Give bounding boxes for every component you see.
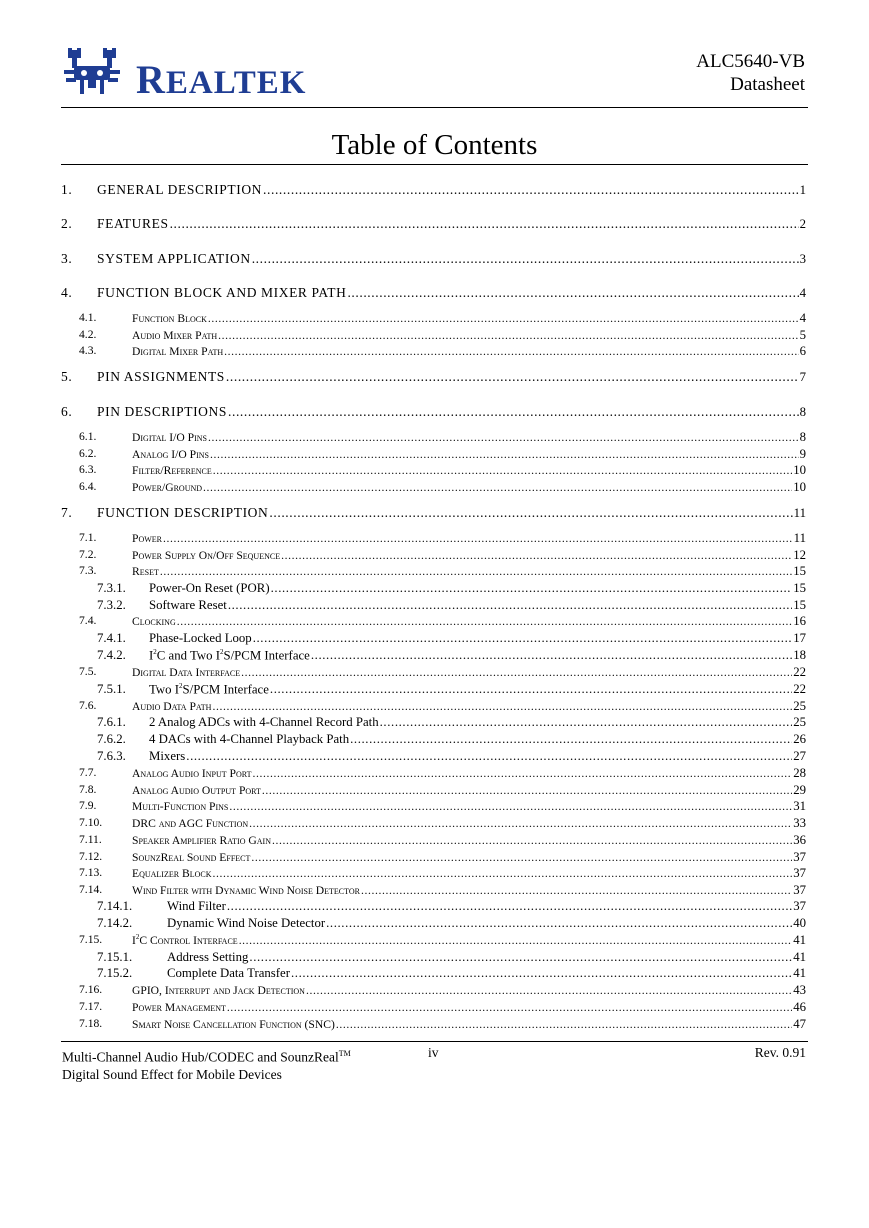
realtek-logo [62,46,307,102]
toc-entry-label-group [132,480,806,495]
toc-entry-title: 2 Analog ADCs with 4-Channel Record Path [149,715,379,729]
toc-leader-dots [203,481,792,494]
toc-entry-label-group [97,182,806,198]
toc-entry-title: Digital Data Interface [132,666,241,679]
toc-leader-dots [262,784,792,797]
toc-entry-title: FUNCTION DESCRIPTION [97,505,269,520]
toc-entry-title: Phase-Locked Loop [149,631,252,645]
toc-entry-label-group [167,899,806,914]
toc-leader-dots [227,899,792,914]
toc-entry-number: 6. [61,404,73,419]
toc-entry-label-group [132,850,806,865]
toc-leader-dots [212,700,792,713]
toc-entry-label-group [132,699,806,714]
realtek-crab-icon [62,46,124,100]
toc-entry-number: 7.15.2. [97,966,133,980]
toc-leader-dots [252,251,799,267]
toc-entry-label-group [132,564,806,579]
toc-entry-title: Address Setting [167,950,249,964]
toc-entry-title: Analog Audio Output Port [132,784,261,797]
toc-leader-dots [208,312,799,325]
toc-entry-title: Power Supply On/Off Sequence [132,549,281,562]
toc-entry-label-group [149,581,806,596]
header-divider [61,107,808,108]
toc-entry-page: 8 [799,430,806,444]
toc-entry-label-group [132,866,806,881]
toc-entry-number: 7.14.2. [97,916,133,930]
toc-leader-dots [249,950,792,965]
toc-entry-page: 12 [793,548,806,562]
toc-entry-title: Smart Noise Cancellation Function (SNC) [132,1018,335,1031]
toc-entry-page: 22 [793,682,806,697]
toc-leader-dots [272,834,792,847]
toc-entry-number: 7.15.1. [97,950,133,964]
toc-leader-dots [306,984,792,997]
toc-entry-number: 7.8. [79,783,97,796]
toc-entry-page: 41 [793,950,806,964]
toc-entry-title: GENERAL DESCRIPTION [97,182,263,197]
toc-entry-title: Equalizer Block [132,867,212,880]
toc-leader-dots [241,666,792,679]
toc-entry-title: SYSTEM APPLICATION [97,251,251,266]
toc-leader-dots [380,715,793,730]
toc-leader-dots [347,285,798,301]
toc-leader-dots [253,767,793,780]
toc-entry-number: 7.3. [79,564,97,577]
footer-divider [61,1041,808,1042]
toc-entry-page: 37 [793,899,806,913]
toc-entry-title: Clocking [132,615,176,628]
toc-entry-number: 7.6.2. [97,732,126,746]
toc-entry-page: 29 [793,783,806,797]
trademark-mark: TM [338,1049,351,1058]
toc-entry-number: 7.6. [79,699,97,712]
toc-entry-title: DRC and AGC Function [132,817,249,830]
document-header [696,50,805,96]
toc-entry-number: 6.4. [79,480,97,493]
toc-entry-title: Complete Data Transfer [167,966,290,980]
toc-entry-title: Audio Mixer Path [132,329,218,342]
toc-entry-label-group [132,1000,806,1015]
toc-entry-number: 6.3. [79,463,97,476]
toc-leader-dots [228,598,792,613]
footer-line1: Multi-Channel Audio Hub/CODEC and SounzReal [62,1049,339,1065]
toc-entry-title: Power-On Reset (POR) [149,581,270,595]
toc-entry-number: 7.6.3. [97,749,126,763]
toc-entry-number: 7.3.2. [97,598,126,612]
toc-leader-dots [218,329,798,342]
toc-leader-dots [239,934,793,947]
toc-entry-label-group [132,783,806,798]
toc-entry-label-group [132,344,806,359]
toc-entry-page: 27 [793,749,806,763]
toc-entry-label-group [149,598,806,613]
toc-entry-title: Function Block [132,312,207,325]
toc-leader-dots [270,682,792,697]
toc-entry-label-group [132,766,806,781]
page-title: Table of Contents [331,129,538,161]
toc-leader-dots [213,464,792,477]
toc-entry-title: Dynamic Wind Noise Detector [167,916,326,930]
toc-entry-number: 7.18. [79,1017,103,1030]
toc-entry-page: 22 [793,665,806,679]
toc-entry-title: Speaker Amplifier Ratio Gain [132,834,271,847]
toc-entry-page: 11 [793,506,806,520]
toc-entry-page: 37 [793,866,806,880]
toc-entry-label-group [97,216,806,232]
toc-entry-number: 6.1. [79,430,97,443]
title-divider [61,164,808,165]
toc-entry-label-group [132,447,806,462]
toc-entry-page: 47 [793,1017,806,1031]
toc-entry-page: 1 [799,183,806,197]
toc-entry-label-group [149,648,806,663]
toc-entry-page: 6 [799,344,806,358]
toc-leader-dots [350,732,792,747]
toc-entry-label-group [132,816,806,831]
toc-entry-number: 7.11. [79,833,102,846]
toc-leader-dots [227,1001,792,1014]
toc-entry-number: 7.10. [79,816,103,829]
toc-entry-number: 3. [61,251,73,266]
toc-entry-title: Power Management [132,1001,226,1014]
toc-leader-dots [326,916,792,931]
toc-leader-dots [228,404,799,420]
toc-entry-page: 17 [793,631,806,645]
toc-entry-number: 7.14. [79,883,103,896]
toc-entry-label-group [149,682,806,697]
toc-entry-title: $I^2C$ Control Interface [132,933,238,947]
toc-entry-label-group [149,749,806,764]
toc-entry-page: 10 [793,480,806,494]
toc-entry-page: 41 [793,933,806,947]
toc-leader-dots [224,345,798,358]
toc-entry-page: 25 [793,715,806,729]
toc-entry-label-group [149,631,806,646]
toc-entry-number: 7.17. [79,1000,103,1013]
toc-entry-page: 10 [793,463,806,477]
toc-entry-number: 4.2. [79,328,97,341]
brand-wordmark: REALTEK [136,57,307,102]
toc-entry-title: $I^2C$ and Two $I^2S$/PCM Interface [149,648,310,663]
toc-leader-dots [212,867,792,880]
toc-entry-label-group [132,430,806,445]
toc-entry-page: 37 [793,883,806,897]
toc-entry-number: 5. [61,369,73,384]
footer-page-number: iv [428,1045,439,1060]
toc-entry-label-group [132,883,806,898]
toc-entry-title: Analog Audio Input Port [132,767,252,780]
toc-entry-number: 1. [61,182,73,197]
toc-entry-title: PIN DESCRIPTIONS [97,404,227,419]
toc-entry-title: Audio Data Path [132,700,212,713]
toc-entry-number: 7.15. [79,933,103,946]
toc-entry-page: 28 [793,766,806,780]
toc-leader-dots [269,505,792,521]
doc-type: Datasheet [730,74,805,95]
toc-entry-label-group [132,933,806,948]
toc-entry-page: 18 [793,648,806,663]
toc-entry-number: 7.7. [79,766,97,779]
toc-entry-number: 7. [61,505,73,520]
toc-entry-label-group [149,715,806,730]
toc-entry-page: 26 [793,732,806,746]
toc-entry-title: Reset [132,565,159,578]
toc-entry-title: Wind Filter [167,899,226,913]
toc-entry-label-group [149,732,806,747]
toc-entry-label-group [132,463,806,478]
toc-leader-dots [229,800,792,813]
footer-description [62,1045,351,1083]
toc-leader-dots [177,615,792,628]
toc-leader-dots [281,549,792,562]
toc-entry-label-group [132,548,806,563]
toc-leader-dots [291,966,792,981]
toc-entry-label-group [132,1017,806,1032]
toc-entry-label-group [132,799,806,814]
toc-entry-number: 7.5. [79,665,97,678]
toc-entry-page: 31 [793,799,806,813]
toc-entry-number: 7.16. [79,983,103,996]
toc-entry-page: 4 [799,286,806,300]
toc-entry-label-group [132,614,806,629]
toc-leader-dots [249,817,792,830]
toc-leader-dots [160,565,792,578]
toc-entry-title: 4 DACs with 4-Channel Playback Path [149,732,350,746]
toc-entry-title: FEATURES [97,216,169,231]
toc-entry-page: 11 [793,531,806,545]
toc-entry-page: 3 [799,252,806,266]
toc-entry-number: 7.6.1. [97,715,126,729]
toc-entry-number: 4.1. [79,311,97,324]
toc-entry-number: 7.14.1. [97,899,133,913]
toc-entry-number: 7.2. [79,548,97,561]
toc-entry-label-group [132,531,806,546]
toc-entry-label-group [97,505,806,521]
toc-entry-title: Two $I^2S$/PCM Interface [149,682,269,697]
toc-leader-dots [170,216,799,232]
toc-entry-title: Mixers [149,749,186,763]
toc-entry-page: 9 [799,447,806,461]
toc-entry-title: Power/Ground [132,481,203,494]
toc-leader-dots [163,532,793,545]
toc-entry-title: Digital I/O Pins [132,431,207,444]
toc-entry-title: Digital Mixer Path [132,345,224,358]
toc-entry-label-group [97,251,806,267]
toc-entry-title: Multi-Function Pins [132,800,229,813]
toc-entry-title: Filter/Reference [132,464,212,477]
toc-entry-number: 4.3. [79,344,97,357]
toc-entry-page: 5 [799,328,806,342]
part-number: ALC5640-VB [696,51,805,72]
toc-entry-label-group [132,665,806,680]
toc-entry-page: 37 [793,850,806,864]
toc-entry-number: 7.12. [79,850,103,863]
toc-leader-dots [271,581,793,596]
toc-entry-page: 7 [799,370,806,384]
toc-entry-number: 7.4.1. [97,631,126,645]
toc-leader-dots [186,749,792,764]
toc-entry-page: 2 [799,217,806,231]
toc-entry-number: 7.4. [79,614,97,627]
toc-entry-title: FUNCTION BLOCK AND MIXER PATH [97,285,347,300]
toc-entry-title: Wind Filter with Dynamic Wind Noise Detector [132,884,360,897]
toc-entry-page: 15 [793,598,806,612]
toc-entry-number: 6.2. [79,447,97,460]
toc-entry-page: 25 [793,699,806,713]
toc-entry-label-group [132,328,806,343]
toc-entry-number: 2. [61,216,73,231]
toc-entry-label-group [132,833,806,848]
toc-leader-dots [251,851,792,864]
toc-entry-number: 7.13. [79,866,103,879]
toc-leader-dots [208,431,799,444]
toc-entry-page: 15 [793,581,806,595]
toc-entry-page: 41 [793,966,806,980]
footer-line2: Digital Sound Effect for Mobile Devices [62,1066,282,1082]
toc-entry-label-group [167,916,806,931]
toc-entry-page: 46 [793,1000,806,1014]
toc-entry-title: Analog I/O Pins [132,448,209,461]
toc-entry-label-group [132,983,806,998]
toc-entry-label-group [132,311,806,326]
toc-leader-dots [263,182,799,198]
toc-entry-page: 40 [793,916,806,930]
toc-entry-title: Power [132,532,162,545]
toc-entry-label-group [97,285,806,301]
toc-entry-title: GPIO, Interrupt and Jack Detection [132,984,305,997]
toc-entry-page: 15 [793,564,806,578]
toc-entry-page: 8 [799,405,806,419]
toc-entry-label-group [167,966,806,981]
toc-entry-number: 7.5.1. [97,682,126,696]
toc-entry-number: 7.1. [79,531,97,544]
toc-entry-label-group [167,950,806,965]
toc-entry-page: 16 [793,614,806,628]
toc-entry-title: Software Reset [149,598,227,612]
toc-entry-number: 7.3.1. [97,581,126,595]
toc-leader-dots [336,1018,792,1031]
toc-entry-page: 4 [799,311,806,325]
toc-entry-label-group [97,369,806,385]
toc-entry-label-group [97,404,806,420]
toc-entry-number: 7.4.2. [97,648,126,662]
toc-entry-number: 7.9. [79,799,97,812]
toc-entry-page: 33 [793,816,806,830]
toc-entry-page: 43 [793,983,806,997]
toc-entry-title: PIN ASSIGNMENTS [97,369,225,384]
toc-entry-page: 36 [793,833,806,847]
toc-leader-dots [226,369,799,385]
toc-leader-dots [253,631,793,646]
toc-leader-dots [210,448,799,461]
toc-entry-number: 4. [61,285,73,300]
toc-leader-dots [311,648,792,663]
toc-entry-title: SounzReal Sound Effect [132,851,251,864]
toc-leader-dots [361,884,792,897]
footer-revision: Rev. 0.91 [754,1045,806,1060]
